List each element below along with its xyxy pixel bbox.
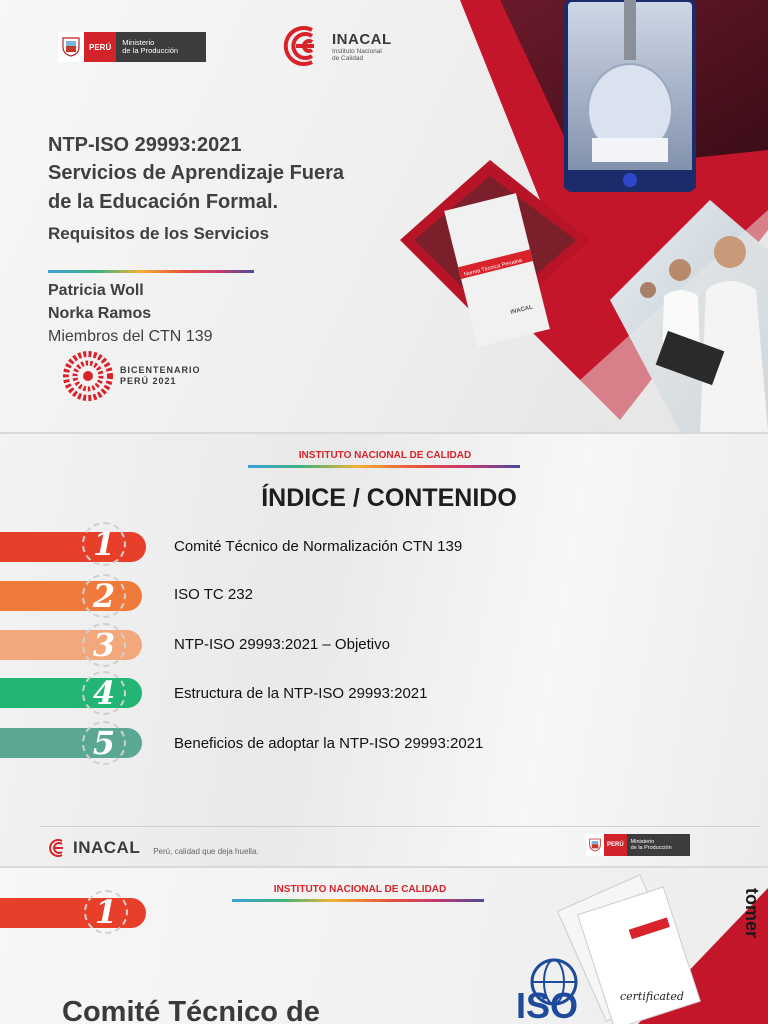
box-brand: INACAL xyxy=(510,304,534,316)
index-number-1: 1 xyxy=(82,522,126,566)
inacal-name: INACAL xyxy=(332,30,392,48)
author-group: Miembros del CTN 139 xyxy=(48,328,213,345)
cover-slide xyxy=(0,0,768,432)
lab-photo-collage xyxy=(380,0,768,432)
color-divider xyxy=(48,270,254,273)
index-number-3: 3 xyxy=(82,623,126,667)
box-label: Norma Técnica Peruana xyxy=(463,257,523,278)
index-item-5[interactable]: Beneficios de adoptar la NTP-ISO 29993:2021 xyxy=(174,735,484,752)
index-item-4[interactable]: Estructura de la NTP-ISO 29993:2021 xyxy=(174,685,428,702)
index-item-1[interactable]: Comité Técnico de Normalización CTN 139 xyxy=(174,538,463,555)
iso-certification-image xyxy=(508,868,768,1024)
cert-text: certificated xyxy=(620,990,684,1003)
author-2: Norka Ramos xyxy=(48,305,152,322)
footer-slogan: Perú, calidad que deja huella. xyxy=(153,846,259,856)
index-number-4: 4 xyxy=(82,671,126,715)
index-item-2[interactable]: ISO TC 232 xyxy=(174,586,253,603)
ministry-logo xyxy=(58,32,206,62)
color-divider xyxy=(248,465,520,468)
peru-shield-icon xyxy=(58,32,84,62)
peru-shield-icon xyxy=(586,834,604,856)
inacal-logo: INACAL Instituto Nacional de Calidad xyxy=(272,24,392,68)
footer-inacal-logo: INACAL Perú, calidad que deja huella. xyxy=(44,838,259,858)
section-title: Comité Técnico de xyxy=(62,996,320,1024)
inacal-logo-icon xyxy=(44,839,68,857)
ministry-name: Ministerio de la Producción xyxy=(122,38,179,55)
index-title: ÍNDICE / CONTENIDO xyxy=(261,484,517,512)
institute-label: INSTITUTO NACIONAL DE CALIDAD xyxy=(273,884,447,895)
index-item-3[interactable]: NTP-ISO 29993:2021 – Objetivo xyxy=(174,636,390,653)
institute-label: INSTITUTO NACIONAL DE CALIDAD xyxy=(298,450,472,461)
index-number-2: 2 xyxy=(82,574,126,618)
section-slide xyxy=(0,868,768,1024)
section-number: 1 xyxy=(84,890,128,934)
standard-code: NTP-ISO 29993:2021 xyxy=(48,134,242,156)
side-text: tomer xyxy=(742,888,762,939)
author-1: Patricia Woll xyxy=(48,282,144,299)
footer-ministry-logo: PERÚ Ministerio de la Producción xyxy=(586,834,690,856)
peru-label: PERÚ xyxy=(84,32,116,62)
bicentenario-sun-icon xyxy=(62,350,114,402)
title-line-1: Servicios de Aprendizaje Fuera xyxy=(48,162,345,184)
inacal-logo-icon xyxy=(272,24,326,68)
iso-badge: ISO xyxy=(516,985,579,1024)
bicentenario-logo: BICENTENARIO PERÚ 2021 xyxy=(62,350,201,402)
index-number-5: 5 xyxy=(82,721,126,765)
index-slide xyxy=(0,434,768,866)
subtitle: Requisitos de los Servicios xyxy=(48,224,270,243)
slide-footer xyxy=(40,826,760,866)
title-line-2: de la Educación Formal. xyxy=(48,191,279,213)
color-divider xyxy=(232,899,484,902)
